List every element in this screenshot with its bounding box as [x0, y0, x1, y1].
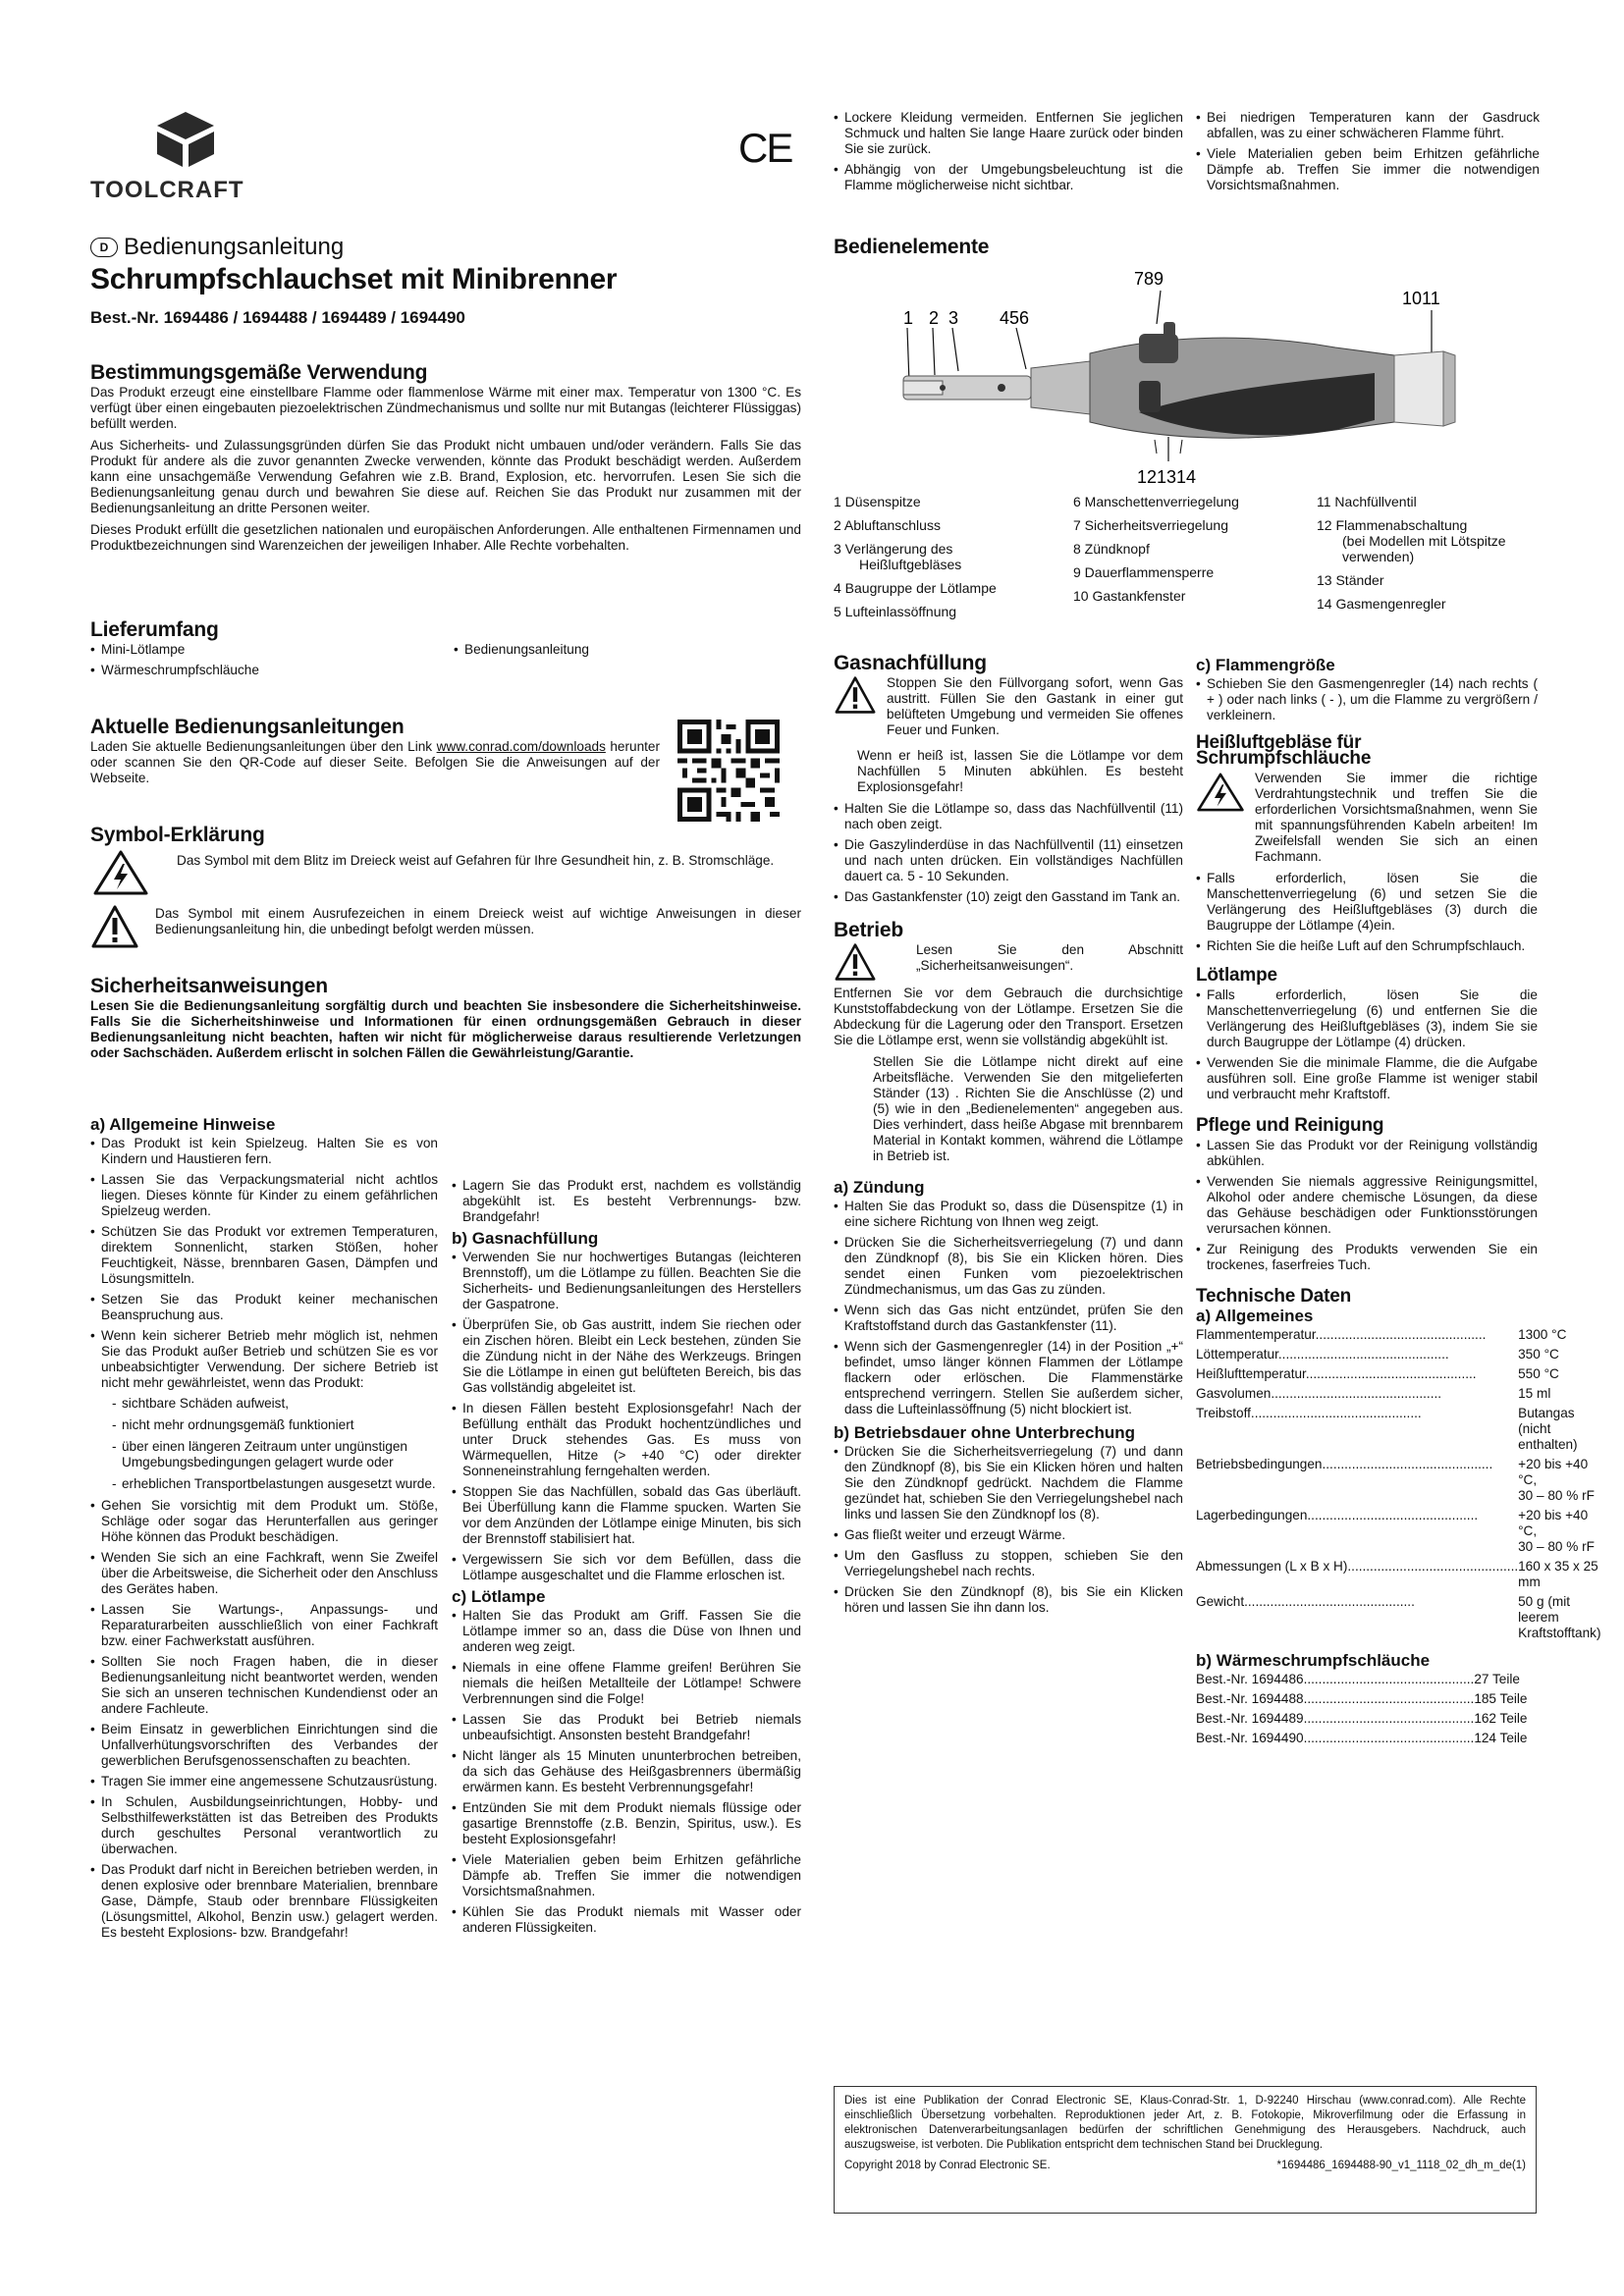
title-block	[90, 234, 807, 328]
toolcraft-logo-icon	[153, 110, 218, 169]
dot-leader: ..............................................	[1303, 1672, 1475, 1686]
dot-leader: ..............................................	[1303, 1731, 1475, 1745]
hot-air-warning: Verwenden Sie immer die richtige Verdrahtungstechnik und treffen Sie die erforderlichen Vorsichtsmaßnahmen, wenn Sie mit spannungsführenden Kabeln arbeiten! Im Zweifelsfall wenden Sie sich an einen Fachmann.	[1255, 771, 1538, 864]
callout-label: 789	[1134, 269, 1164, 289]
exclamation-warning-icon	[90, 904, 139, 949]
hot-air-heading: Heißluftgebläse für Schrumpfschläuche	[1196, 732, 1372, 769]
safety-col-3: • Lockere Kleidung vermeiden. Entfernen Sie jeglichen Schmuck und halten Sie lange Haare zurück oder binden Sie sie zurück. • Abhängig von der Umgebungsbeleuchtung ist die Flamme möglicherweise nicht sichtbar.	[834, 110, 1183, 198]
refill-heading: Gasnachfüllung	[834, 652, 987, 674]
dot-leader: ..............................................	[1307, 1508, 1479, 1522]
callout-label: 1011	[1402, 289, 1440, 308]
spec-value: 162 Teile	[1474, 1711, 1528, 1726]
page-title: Schrumpfschlauchset mit Minibrenner	[90, 263, 618, 295]
order-number: Best.-Nr. 1694486 / 1694488 / 1694489 / 1694490	[90, 308, 465, 327]
spec-value: 50 g (mit leerem	[1518, 1594, 1571, 1625]
downloads-link[interactable]: www.conrad.com/downloads	[436, 739, 606, 754]
refill-warning-2: Wenn er heiß ist, lassen Sie die Lötlampe vor dem Nachfüllen 5 Minuten abkühlen. Es besteht Explosionsgefahr!	[857, 748, 1183, 794]
legend-item: 7 Sicherheitsverriegelung	[1073, 517, 1228, 533]
dot-leader: ..............................................	[1347, 1559, 1519, 1574]
current-manuals-heading: Aktuelle Bedienungsanleitungen	[90, 716, 405, 738]
continuous-operation-heading: b) Betriebsdauer ohne Unterbrechung	[834, 1423, 1135, 1442]
spec-row	[1196, 1457, 1601, 1508]
dot-leader: ..............................................	[1271, 1386, 1442, 1401]
scope-heading: Lieferumfang	[90, 618, 219, 641]
spec-value: 124 Teile	[1474, 1731, 1528, 1745]
spec-value: 550 °C	[1518, 1366, 1559, 1381]
spec-row	[1196, 1327, 1601, 1347]
legend-item: 4 Baugruppe der Lötlampe	[834, 580, 997, 596]
legend-item: 12 Flammenabschaltung	[1317, 517, 1468, 533]
dot-leader: ..............................................	[1250, 1406, 1422, 1420]
spec-value: Kraftstofftank)	[1518, 1626, 1601, 1640]
legend-item: 2 Abluftanschluss	[834, 517, 941, 533]
footer-text: Dies ist eine Publikation der Conrad Electronic SE, Klaus-Conrad-Str. 1, D-92240 Hirschau (www.conrad.com). Alle Rechte einschließlich Übersetzung vorbehalten. Reproduktionen jeder Art, z. B. Fotokopie, Mikroverfilmung oder die Erfassung in elektronischen Datenverarbeitungsanlagen bedürfen der schriftlichen Genehmigung des Herausgebers. Nachdruck, auch auszugsweise, ist verboten. Die Publikation entspricht dem technischen Stand bei Drucklegung.	[844, 2095, 1526, 2151]
legend-item: Heißluftgebläses	[859, 557, 962, 572]
lightning-warning-icon	[1196, 771, 1245, 814]
general-notes-heading: a) Allgemeine Hinweise	[90, 1115, 276, 1134]
scope-item: • Bedienungsanleitung	[454, 642, 589, 658]
spec-row	[1196, 1711, 1527, 1731]
spec-label: Betriebsbedingungen	[1196, 1457, 1323, 1471]
legend-item: verwenden)	[1342, 549, 1415, 564]
tech-general-heading: a) Allgemeines	[1196, 1307, 1314, 1325]
legend-item: 6 Manschettenverriegelung	[1073, 494, 1239, 509]
symbols-section	[90, 824, 801, 949]
scope-item: • Wärmeschrumpfschläuche	[90, 663, 454, 678]
legend-item: 5 Lufteinlassöffnung	[834, 604, 957, 619]
safety-col-2: • Lagern Sie das Produkt erst, nachdem es vollständig abgekühlt ist. Es besteht Verbrennungs- bzw. Brandgefahr! b) Gasnachfüllung • Verwenden Sie nur hochwertiges Butangas (leichteren Brennstoff), um die Lötlampe zu füllen. Beachten Sie die Sicherheits- und Bedienungsanleitungen des Herstellers der Gaspatrone. • Überprüfen Sie, ob Gas austritt, indem Sie riechen oder ein Zischen hören. Bleibt ein Leck bestehen, zünden Sie die Zündung nicht in der Nähe des Werkzeugs. Bringen Sie die Lötlampe in einen gut belüfteten Bereich, bis das Gas vollständig abgeleitet ist. • In diesen Fällen besteht Explosionsgefahr! Nach der Befüllung enthält das Produkt hochentzündliches und unter Druck stehendes Gas. Es muss von Wärmequellen, Hitze (> +40 °C) oder direkter Sonneneinstrahlung ferngehalten werden. • Stoppen Sie das Nachfüllen, sobald das Gas überläuft. Bei Überfüllung kann die Flamme spucken. Warten Sie vor dem Anzünden der Lötlampe einige Minuten, bis sich der Brennstoff stabilisiert hat. • Vergewissern Sie sich vor dem Befüllen, dass die Lötlampe ausgeschaltet und die Flamme erloschen ist. c) Lötlampe • Halten Sie das Produkt am Griff. Fassen Sie die Lötlampe immer so an, dass die Düse von Ihnen und anderen weg zeigt. • Niemals in eine offene Flamme greifen! Berühren Sie niemals die heißen Metallteile der Lötlampe! Schwere Verbrennungen sind die Folge! • Lassen Sie das Produkt bei Betrieb niemals unbeaufsichtigt. Ansonsten besteht Brandgefahr! • Nicht länger als 15 Minuten ununterbrochen betreiben, da sich das Gehäuse des Heißgasbrenners übermäßig erwärmen kann. Es besteht Verbrennungsgefahr! • Entzünden Sie mit dem Produkt niemals flüssige oder gasartige Brennstoffe (z.B. Benzin, Spiritus, usw.). Es besteht Explosionsgefahr! • Viele Materialien geben beim Erhitzen gefährliche Dämpfe ab. Treffen Sie immer die notwendigen Vorsichtsmaßnahmen. • Kühlen Sie das Produkt niemals mit Wasser oder anderen Flüssigkeiten.	[452, 1178, 801, 1941]
exclamation-symbol-text: Das Symbol mit einem Ausrufezeichen in einem Dreieck weist auf wichtige Anweisungen in dieser Bedienungsanleitung hin, die unbedingt befolgt werden müssen.	[155, 906, 801, 936]
lightning-warning-icon	[92, 849, 149, 896]
lightning-symbol-text: Das Symbol mit dem Blitz im Dreieck weist auf Gefahren für Ihre Gesundheit hin, z. B. Stromschläge.	[177, 853, 775, 868]
spec-value: 27 Teile	[1474, 1672, 1520, 1686]
current-manuals-section: Aktuelle Bedienungsanleitungen Laden Sie aktuelle Bedienungsanleitungen über den Link www.conrad.com/downloads herunter oder scannen Sie den QR-Code auf dieser Seite. Befolgen Sie die Anweisungen auf der Webseite.	[90, 716, 660, 785]
logo-block	[90, 110, 287, 204]
spec-value: 160 x 35 x 25 mm	[1518, 1559, 1598, 1589]
doc-type: Bedienungsanleitung	[124, 234, 345, 260]
spec-row	[1196, 1366, 1601, 1386]
spec-row	[1196, 1594, 1601, 1645]
operation-warning-1: Lesen Sie den Abschnitt „Sicherheitsanweisungen“.	[916, 942, 1183, 973]
callout-label: 1	[903, 308, 914, 328]
ce-mark: CE	[738, 125, 792, 171]
controls-heading: Bedienelemente	[834, 236, 990, 258]
spec-value: Butangas	[1518, 1406, 1575, 1420]
operation-warning-3: Stellen Sie die Lötlampe nicht direkt auf eine Arbeitsfläche. Verwenden Sie den mitgelieferten Ständer (13) . Richten Sie die Anschlüsse (2) und (5) wie in den „Bedienelementen“ angegeben aus. Dies verhindert, dass heiße Abgase mit brennbarem Material in Kontakt kommen, während die Lötlampe in Betrieb ist.	[873, 1054, 1183, 1163]
ignition-heading: a) Zündung	[834, 1178, 925, 1197]
symbols-heading: Symbol-Erklärung	[90, 824, 265, 846]
operation-warning-2: Entfernen Sie vor dem Gebrauch die durchsichtige Kunststoffabdeckung von der Lötlampe. Ersetzen Sie die Abdeckung für die Lagerung oder den Transport. Ersetzen Sie die Lötlampe erst, wenn sie vollständig abgekühlt ist.	[834, 986, 1183, 1047]
footer-code: *1694486_1694488-90_v1_1118_02_dh_m_de(1)	[1276, 2160, 1526, 2171]
intended-use-section	[90, 361, 801, 560]
spec-value: 15 ml	[1518, 1386, 1551, 1401]
dot-leader: ..............................................	[1305, 1366, 1477, 1381]
publisher-footer	[834, 2086, 1537, 2214]
dot-leader: ..............................................	[1303, 1711, 1475, 1726]
dot-leader: ..............................................	[1315, 1327, 1487, 1342]
legend-item: 11 Nachfüllventil	[1317, 494, 1417, 509]
safety-heading: Sicherheitsanweisungen	[90, 975, 328, 997]
legend-item: 3 Verlängerung des	[834, 541, 953, 557]
legend-item: 13 Ständer	[1317, 572, 1384, 588]
spec-value: 30 – 80 % rF	[1518, 1488, 1595, 1503]
spec-label: Flammentemperatur	[1196, 1327, 1316, 1342]
safety-section	[90, 975, 801, 1067]
spec-label: Löttemperatur	[1196, 1347, 1278, 1362]
legend-item: 10 Gastankfenster	[1073, 588, 1186, 604]
callout-label: 121314	[1137, 467, 1197, 487]
controls-section	[834, 236, 1537, 263]
spec-row	[1196, 1386, 1601, 1406]
callout-label: 456	[1000, 308, 1030, 328]
intended-use-p1: Das Produkt erzeugt eine einstellbare Flamme oder flammenlose Wärme mit einer max. Temperatur von 1300 °C. Es verfügt über einen eingebauten piezoelektrischen Zündmechanismus und sollte nur mit Butangas (leichterer Flüssiggas) befüllt werden.	[90, 385, 801, 431]
legend-item: 8 Zündknopf	[1073, 541, 1150, 557]
spec-value: +20 bis +40 °C,	[1518, 1508, 1589, 1538]
legend-item: (bei Modellen mit Lötspitze	[1342, 533, 1506, 549]
spec-value: 1300 °C	[1518, 1327, 1567, 1342]
spec-label: Best.-Nr. 1694486	[1196, 1672, 1304, 1686]
spec-label: Treibstoff	[1196, 1406, 1251, 1420]
torch-safety-heading: c) Lötlampe	[452, 1587, 546, 1606]
soldering-heading: Lötlampe	[1196, 965, 1277, 986]
safety-intro: Lesen Sie die Bedienungsanleitung sorgfältig durch und beachten Sie insbesondere die Sicherheitshinweise. Falls Sie die Sicherheitshinweise und Informationen für einen ordnungsgemäßen Gebrauch in dieser Bedienungsanleitung nicht beachten, haften wir nicht für möglicherweise daraus resultierende Verletzungen oder Sachschäden. Außerdem erlischt in solchen Fällen die Gewährleistung/Garantie.	[90, 998, 801, 1060]
dot-leader: ..............................................	[1303, 1691, 1475, 1706]
language-badge: D	[90, 238, 118, 257]
controls-legend	[834, 491, 1537, 622]
scope-section	[90, 618, 801, 683]
safety-col-1: a) Allgemeine Hinweise • Das Produkt ist kein Spielzeug. Halten Sie es von Kindern und Haustieren fern. • Lassen Sie das Verpackungsmaterial nicht achtlos liegen. Dieses könnte für Kinder zu einem gefährlichen Spielzeug werden. • Schützen Sie das Produkt vor extremen Temperaturen, direktem Sonnenlicht, starken Stößen, hoher Feuchtigkeit, Nässe, brennbaren Gasen, Dämpfen und Lösungsmitteln. • Setzen Sie das Produkt keiner mechanischen Beanspruchung aus. • Wenn kein sicherer Betrieb mehr möglich ist, nehmen Sie das Produkt außer Betrieb und schützen Sie es vor unbeabsichtigter Verwendung. Der sichere Betrieb ist nicht mehr gewährleistet, wenn das Produkt: - sichtbare Schäden aufweist, - nicht mehr ordnungsgemäß funktioniert - über einen längeren Zeitraum unter ungünstigen Umgebungsbedingungen gelagert wurde oder - erheblichen Transportbelastungen ausgesetzt wurde. • Gehen Sie vorsichtig mit dem Produkt um. Stöße, Schläge oder sogar das Herunterfallen aus geringer Höhe können das Produkt beschädigen. • Wenden Sie sich an eine Fachkraft, wenn Sie Zweifel über die Arbeitsweise, die Sicherheit oder den Anschluss des Gerätes haben. • Lassen Sie Wartungs-, Anpassungs- und Reparaturarbeiten ausschließlich von einer Fachkraft bzw. einer Fachwerkstatt ausführen. • Sollten Sie noch Fragen haben, die in dieser Bedienungsanleitung nicht beantwortet werden, wenden Sie sich an unseren technischen Kundendienst oder an andere Fachleute. • Beim Einsatz in gewerblichen Einrichtungen sind die Unfallverhütungsvorschriften des Verbandes der gewerblichen Berufsgenossenschaften zu beachten. • Tragen Sie immer eine angemessene Schutzausrüstung. • In Schulen, Ausbildungseinrichtungen, Hobby- und Selbsthilfewerkstätten ist das Betreiben des Produkts durch geschultes Personal verantwortlich zu überwachen. • Das Produkt darf nicht in Bereichen betrieben werden, in denen explosive oder brennbare Materialien, brennbare Gase, Dämpfe, Staub oder brennbare Flüssigkeiten (Lösungsmittel, Alkohol, Benzin usw.) gelagert werden. Es besteht Explosions- bzw. Brandgefahr!	[90, 1117, 438, 1946]
spec-label: Abmessungen (L x B x H)	[1196, 1559, 1348, 1574]
spec-label: Best.-Nr. 1694489	[1196, 1711, 1304, 1726]
spec-row	[1196, 1406, 1601, 1457]
dot-leader: ..............................................	[1322, 1457, 1493, 1471]
refill-warning-1: Stoppen Sie den Füllvorgang sofort, wenn Gas austritt. Füllen Sie den Gastank in einer gut belüfteten Umgebung und vermeiden Sie offenes Feuer und Funken.	[887, 675, 1183, 737]
spec-row	[1196, 1691, 1527, 1711]
spec-row	[1196, 1508, 1601, 1559]
spec-value: +20 bis +40 °C,	[1518, 1457, 1589, 1487]
safety-col-4: • Bei niedrigen Temperaturen kann der Gasdruck abfallen, was zu einer schwächeren Flamme führt. • Viele Materialien geben beim Erhitzen gefährliche Dämpfe ab. Treffen Sie immer die notwendigen Vorsichtsmaßnahmen.	[1196, 110, 1540, 198]
callout-label: 3	[948, 308, 959, 328]
operation-heading: Betrieb	[834, 919, 903, 941]
qr-code-icon[interactable]	[677, 720, 780, 822]
scope-item: • Mini-Lötlampe	[90, 642, 454, 658]
spec-label: Lagerbedingungen	[1196, 1508, 1308, 1522]
shrink-tubes-table	[1196, 1672, 1527, 1750]
dot-leader: ..............................................	[1244, 1594, 1415, 1609]
spec-value: 30 – 80 % rF	[1518, 1539, 1595, 1554]
spec-label: Gewicht	[1196, 1594, 1245, 1609]
intended-use-p2: Aus Sicherheits- und Zulassungsgründen dürfen Sie das Produkt nicht umbauen und/oder verändern. Falls Sie das Produkt für andere als die zuvor genannten Zwecke verwenden, könnte das Produkt beschädigt werden. Außerdem kann eine unsachgemäße Verwendung Gefahren wie z.B. Brand, Explosion, etc. hervorrufen. Lesen Sie sich die Bedienungsanleitung genau durch und bewahren Sie diese auf. Reichen Sie das Produkt nur zusammen mit der Bedienungsanleitung an dritte Personen weiter.	[90, 438, 801, 515]
spec-value: 185 Teile	[1474, 1691, 1528, 1706]
spec-value: 350 °C	[1518, 1347, 1559, 1362]
callout-label: 2	[929, 308, 940, 328]
spec-value: (nicht enthalten)	[1518, 1421, 1578, 1452]
spec-row	[1196, 1672, 1527, 1691]
tech-heading: Technische Daten	[1196, 1286, 1351, 1307]
care-heading: Pflege und Reinigung	[1196, 1115, 1384, 1136]
spec-label: Best.-Nr. 1694490	[1196, 1731, 1304, 1745]
refill-section: Gasnachfüllung Stoppen Sie den Füllvorgang sofort, wenn Gas austritt. Füllen Sie den Gastank in einer gut belüfteten Umgebung und vermeiden Sie offenes Feuer und Funken. Wenn er heiß ist, lassen Sie die Lötlampe vor dem Nachfüllen 5 Minuten abkühlen. Es besteht Explosionsgefahr! • Halten Sie die Lötlampe so, dass das Nachfüllventil (11) nach oben zeigt. • Die Gaszylinderdüse in das Nachfüllventil (11) einsetzen und nach unten drücken. Ein vollständiges Nachfüllen dauert ca. 5 - 10 Sekunden. • Das Gastankfenster (10) zeigt den Gasstand im Tank an. Betrieb Lesen Sie den Abschnitt „Sicherheitsanweisungen“. Entfernen Sie vor dem Gebrauch die durchsichtige Kunststoffabdeckung von der Lötlampe. Ersetzen Sie die Abdeckung für die Lagerung oder den Transport. Ersetzen Sie die Lötlampe erst, wenn sie vollständig abgekühlt ist. Stellen Sie die Lötlampe nicht direkt auf eine Arbeitsfläche. Verwenden Sie den mitgelieferten Ständer (13) . Richten Sie die Anschlüsse (2) und (5) wie in den „Bedienelementen“ angegeben aus. Dies verhindert, dass heiße Abgase mit brennbarem Material in Kontakt kommen, während die Lötlampe in Betrieb ist. a) Zündung • Halten Sie das Produkt so, dass die Düsenspitze (1) in eine sichere Richtung von Ihnen weg zeigt. • Drücken Sie die Sicherheitsverriegelung (7) und dann den Zündknopf (8), bis Sie ein Klicken hören. Dies sendet einen Funken vom piezoelektrischen Zündmechanismus, um das Gas zu zünden. • Wenn sich das Gas nicht entzündet, prüfen Sie den Kraftstoffstand durch das Gastankfenster (11). • Wenn sich der Gasmengenregler (14) in der Position „+“ befindet, umso länger können Flammen der Lötlampe flackern oder erlöschen. Die Flammenstärke entsprechend verringern. Stellen Sie außerdem sicher, dass die Lufteinlassöffnung (5) nicht blockiert ist. b) Betriebsdauer ohne Unterbrechung • Drücken Sie die Sicherheitsverriegelung (7) und dann den Zündknopf (8), bis Sie ein Klicken hören und halten Sie den Zündknopf gedrückt. Nachdem die Flamme gezündet hat, schieben Sie den Verriegelungshebel nach links und lassen Sie den Zündknopf los (8). • Gas fließt weiter und erzeugt Wärme. • Um den Gasfluss zu stoppen, schieben Sie den Verriegelungshebel nach rechts. • Drücken Sie den Zündknopf (8), bis Sie ein Klicken hören und lassen Sie ihn dann los.	[834, 656, 1183, 1621]
exclamation-warning-icon	[834, 942, 877, 982]
intended-use-p3: Dieses Produkt erfüllt die gesetzlichen nationalen und europäischen Anforderungen. Alle enthaltenen Firmennamen und Produktbezeichnungen sind Warenzeichen der jeweiligen Inhaber. Alle Rechte vorbehalten.	[90, 522, 801, 553]
intended-use-heading: Bestimmungsgemäße Verwendung	[90, 361, 428, 384]
legend-item: 9 Dauerflammensperre	[1073, 564, 1215, 580]
spec-label: Best.-Nr. 1694488	[1196, 1691, 1304, 1706]
dot-leader: ..............................................	[1277, 1347, 1449, 1362]
exclamation-warning-icon	[834, 675, 877, 715]
spec-row	[1196, 1559, 1601, 1594]
spec-row	[1196, 1731, 1527, 1750]
legend-item: 14 Gasmengenregler	[1317, 596, 1446, 612]
legend-item: 1 Düsenspitze	[834, 494, 921, 509]
brand-name: TOOLCRAFT	[90, 177, 244, 203]
tech-specs-table	[1196, 1327, 1601, 1645]
spec-label: Heißlufttemperatur	[1196, 1366, 1306, 1381]
right-column: c) Flammengröße • Schieben Sie den Gasmengenregler (14) nach rechts ( + ) oder nach links ( - ), um die Flamme zu vergrößern / verkleinern. Heißluftgebläse für Schrumpfschläuche Verwenden Sie immer die richtige Verdrahtungstechnik und treffen Sie die erforderlichen Vorsichtsmaßnahmen, wenn Sie mit spannungsführenden Kabeln arbeiten! Im Zweifelsfall wenden Sie sich an einen Fachmann. • Falls erforderlich, lösen Sie die Manschettenverriegelung (6) und setzen Sie die Verlängerung des Heißluftgebläses (3) durch die Baugruppe der Lötlampe (4)ein. • Richten Sie die heiße Luft auf den Schrumpfschlauch. Lötlampe • Falls erforderlich, lösen Sie die Manschettenverriegelung (6) und entfernen Sie die Verlängerung des Heißluftgebläses (3), indem Sie sie durch Baugruppe der Lötlampe (4) drücken. • Verwenden Sie die minimale Flamme, die die Aufgabe ausführen soll. Eine große Flamme ist weniger stabil und verbraucht mehr Kraftstoff. Pflege und Reinigung • Lassen Sie das Produkt vor der Reinigung vollständig abkühlen. • Verwenden Sie niemals aggressive Reinigungsmittel, Alkohol oder andere chemische Lösungen, da diese das Gehäuse beschädigen oder Funktionsstörungen verursachen können. • Zur Reinigung des Produkts verwenden Sie ein trockenes, faserfreies Tuch. Technische Daten a) Allgemeines Flammentemperatur.............................................. 1300 °C Löttemperatur.............................................. 350 °C Heißlufttemperatur.............................................. 550 °C Gasvolumen.............................................. 15 ml Treibstoff.............................................. Butangas (nicht enthalten) Betriebsbedingungen.............................................. +20 bis +40 °C, 30 – 80 % rF Lagerbedingungen.............................................. +20 bis +40 °C, 30 – 80 % rF Abmessungen (L x B x H).............................................. 160 x 35 x 25 mm Gewicht.............................................. 50 g (mit leerem Kraftstofftank) b) Wärmeschrumpfschläuche Best.-Nr. 1694486.............................................. 27 Teile Best.-Nr. 1694488.............................................. 185 Teile Best.-Nr. 1694489.............................................. 162 Teile Best.-Nr. 1694490.............................................. 124 Teile	[1196, 658, 1538, 1750]
gas-refill-safety-heading: b) Gasnachfüllung	[452, 1229, 599, 1248]
spec-label: Gasvolumen	[1196, 1386, 1272, 1401]
torch-diagram	[844, 265, 1532, 491]
flame-size-heading: c) Flammengröße	[1196, 656, 1335, 674]
spec-row	[1196, 1347, 1601, 1366]
shrink-tubes-heading: b) Wärmeschrumpfschläuche	[1196, 1651, 1431, 1670]
footer-copyright: Copyright 2018 by Conrad Electronic SE.	[844, 2160, 1051, 2171]
